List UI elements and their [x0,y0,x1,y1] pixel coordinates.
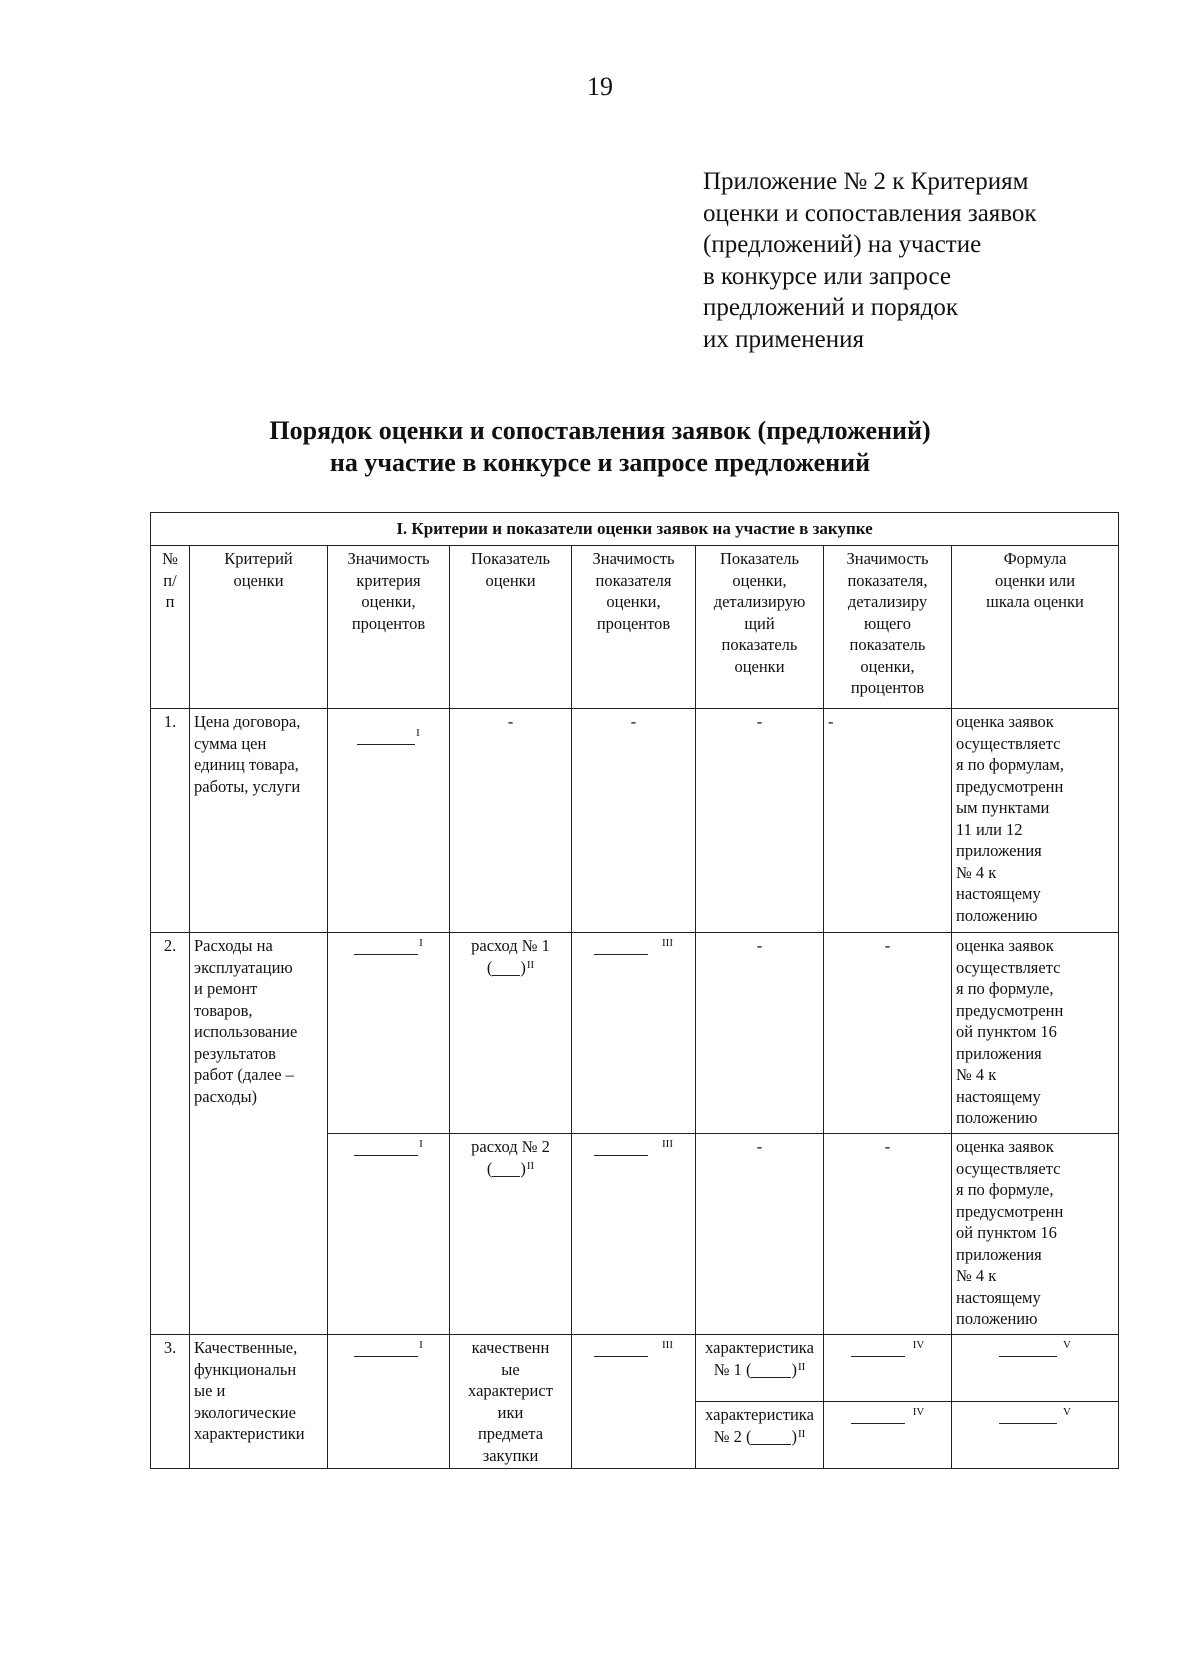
criterion-weight-cell [328,709,450,933]
document-title [0,415,1200,479]
blank-line [594,1141,648,1156]
blank-line [354,940,418,955]
note-mark: II [526,1159,535,1172]
blank-line [851,1342,905,1357]
header-indicator-weight: Значимость показателя оценки, процентов [572,546,696,709]
criterion-cell: Качественные, функциональн ые и экологические характеристики [190,1335,328,1469]
detail-weight-cell [824,1402,952,1469]
note-mark: IV [912,1406,925,1418]
note-mark: I [419,937,423,949]
blank-line [354,1141,418,1156]
header-num: № п/ п [151,546,190,709]
table-row [151,1335,1119,1402]
indicator-cell [450,709,572,933]
formula-cell: оценка заявок осуществляетс я по формулам, предусмотренн ым пунктами 11 или 12 приложения № 4 к настоящему положению [952,709,1119,933]
criterion-weight-cell [328,1134,450,1335]
note-mark: III [662,937,673,949]
indicator-weight-cell [572,933,696,1134]
header-formula: Формула оценки или шкала оценки [952,546,1119,709]
blank-line [357,730,415,745]
criterion-cell: Расходы на эксплуатацию и ремонт товаров, использование результатов работ (далее – расходы) [190,933,328,1335]
criterion-weight-cell [328,1335,450,1469]
title-line-2: на участие в конкурсе и запросе предложений [329,448,871,477]
indicator-weight-cell [572,1335,696,1469]
header-detail-weight: Значимость показателя, детализиру ющего показатель оценки, процентов [824,546,952,709]
detail-weight-cell [824,709,952,933]
blank-line [851,1409,905,1424]
title-line-1: Порядок оценки и сопоставления заявок (предложений) [269,416,931,445]
formula-cell: оценка заявок осуществляетс я по формуле, предусмотренн ой пунктом 16 приложения № 4 к настоящему положению [952,933,1119,1134]
characteristic-number: № 2 ( [713,1426,752,1446]
note-mark: III [662,1339,673,1351]
dash: - [507,712,514,731]
detail-weight-cell [824,1134,952,1335]
dash: - [884,1137,891,1156]
characteristic-label: характеристика [705,1405,814,1424]
appendix-line: (предложений) на участие [703,231,982,258]
criterion-cell: Цена договора, сумма цен единиц товара, работы, услуги [190,709,328,933]
dash: - [884,936,891,955]
indicator-weight-cell [572,709,696,933]
indicator-cell: расход № 1 ( )$^{II}$ [450,933,572,1134]
detail-weight-cell [824,1335,952,1402]
header-criterion: Критерий оценки [190,546,328,709]
table-row [151,933,1119,1134]
indicator-weight-cell [572,1134,696,1335]
note-mark: V [1063,1339,1071,1351]
formula-cell [952,1402,1119,1469]
note-mark: III [662,1138,673,1150]
dash: - [630,712,637,731]
table-row [151,709,1119,933]
blank-line [999,1409,1057,1424]
characteristic-label: характеристика [705,1338,814,1357]
appendix-line: их применения [703,325,865,353]
header-detail-indicator: Показатель оценки, детализирую щий показатель оценки [696,546,824,709]
note-mark: II [797,1427,806,1440]
indicator-label: расход № 1 [471,936,550,955]
appendix-line: в конкурсе или запросе [703,262,951,290]
dash: - [756,936,763,955]
appendix-line: оценки и сопоставления заявок [703,199,1037,227]
note-mark: IV [912,1339,925,1351]
blank-line [999,1342,1057,1357]
appendix-line: предложений и порядок [703,294,959,321]
blank-line [594,1342,648,1357]
note-mark: II [797,1360,806,1373]
criterion-weight-cell [328,933,450,1134]
characteristic-number: № 1 ( [713,1359,752,1379]
detail-indicator-cell [696,933,824,1134]
formula-cell [952,1335,1119,1402]
formula-cell: оценка заявок осуществляетс я по формуле, предусмотренн ой пунктом 16 приложения № 4 к настоящему положению [952,1134,1119,1335]
dash: - [828,712,834,731]
detail-indicator-cell: характеристика № 2 ( )$^{II}$ [696,1402,824,1469]
note-mark: I [416,727,420,739]
note-mark: II [526,958,535,971]
header-criterion-weight: Значимость критерия оценки, процентов [328,546,450,709]
header-indicator: Показатель оценки [450,546,572,709]
row-number: 3. [151,1335,190,1469]
section-title: I. Критерии и показатели оценки заявок на участие в закупке [151,513,1119,546]
blank-line [492,961,520,976]
dash: - [756,712,763,731]
dash: - [756,1137,763,1156]
blank-line [594,940,648,955]
row-number: 1. [151,709,190,933]
row-number: 2. [151,933,190,1335]
indicator-cell: расход № 2 ( )$^{II}$ [450,1134,572,1335]
detail-indicator-cell [696,1134,824,1335]
indicator-label: расход № 2 [471,1137,550,1156]
note-mark: I [419,1138,423,1150]
detail-weight-cell [824,933,952,1134]
blank-line [354,1342,418,1357]
note-mark: I [419,1339,423,1351]
detail-indicator-cell: характеристика № 1 ( )$^{II}$ [696,1335,824,1402]
page-number: 19 [587,72,613,101]
blank-line [751,1430,791,1445]
blank-line [751,1363,791,1378]
indicator-cell: качественн ые характерист ики предмета закупки [450,1335,572,1469]
appendix-line: Приложение № 2 к Критериям [703,168,1029,195]
blank-line [492,1162,520,1177]
detail-indicator-cell [696,709,824,933]
note-mark: V [1063,1406,1071,1418]
criteria-table [150,512,1119,1469]
appendix-caption [703,166,1123,355]
